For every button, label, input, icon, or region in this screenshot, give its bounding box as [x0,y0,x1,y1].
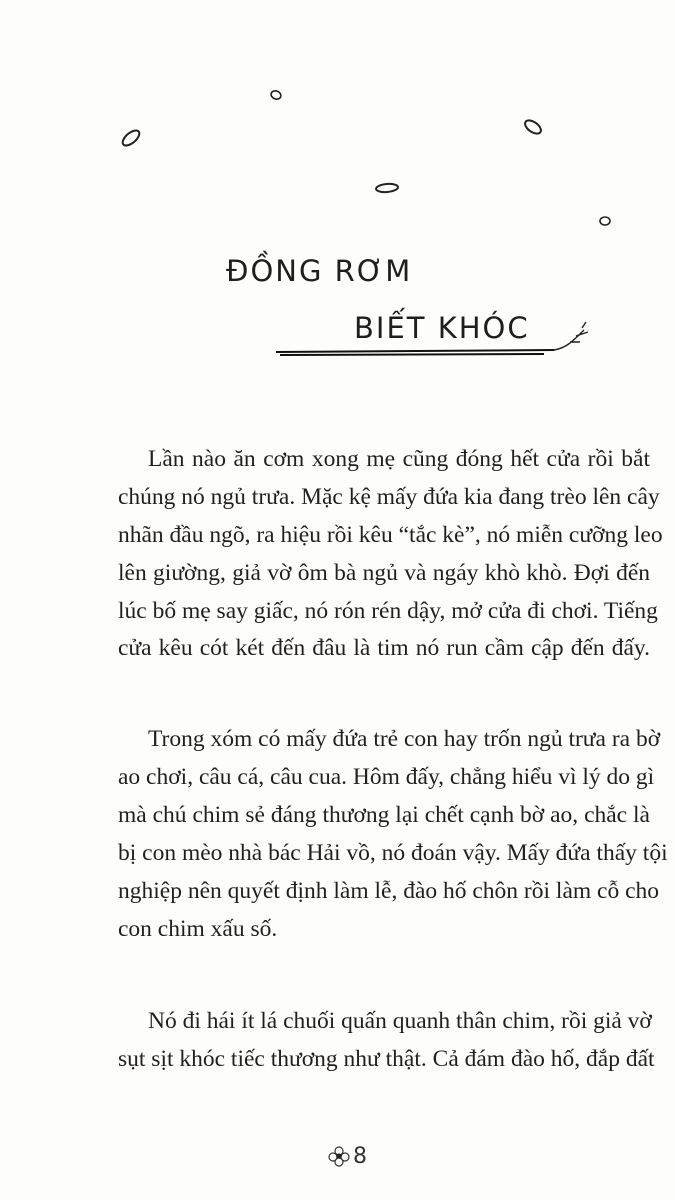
text-line: ao chơi, câu cá, câu cua. Hôm đấy, chẳng hiểu vì lý do gì [118,764,655,790]
text-line: lên giường, giả vờ ôm bà ngủ và ngáy khò khò. Đợi đến [118,560,650,586]
chapter-title-line-2: BIẾT KHÓC [354,311,530,345]
text-line: con chim xấu số. [118,916,278,942]
flower-icon [328,1145,350,1167]
title-underline-with-sprig [274,320,604,362]
leaf-icon [372,180,402,196]
text-line: sụt sịt khóc tiếc thương như thật. Cả đám đào hố, đắp đất [118,1046,655,1072]
text-line: lúc bố mẹ say giấc, nó rón rén dậy, mở cửa đi chơi. Tiếng [118,598,658,624]
text-line: nhãn đầu ngõ, ra hiệu rồi kêu “tắc kè”, nó miễn cưỡng leo [118,522,663,548]
leaf-icon [268,88,284,102]
text-line: Nó đi hái ít lá chuối quấn quanh thân chim, rồi giả vờ [148,1008,652,1034]
leaf-icon [116,126,146,150]
text-line: mà chú chim sẻ đáng thương lại chết cạnh bờ ao, chắc là [118,802,650,828]
page-number: 8 [353,1144,367,1169]
text-line: chúng nó ngủ trưa. Mặc kệ mấy đứa kia đang trèo lên cây [118,484,660,510]
text-line: cửa kêu cót két đến đâu là tim nó run cầm cập đến đấy. [118,635,650,661]
chapter-title-line-1: ĐỒNG RƠM [226,254,413,288]
leaf-icon [520,116,546,138]
text-line: nghiệp nên quyết định làm lễ, đào hố chôn rồi làm cỗ cho [118,878,660,904]
text-line: Trong xóm có mấy đứa trẻ con hay trốn ngủ trưa ra bờ [148,726,661,752]
text-line: Lần nào ăn cơm xong mẹ cũng đóng hết cửa rồi bắt [148,446,650,472]
text-line: bị con mèo nhà bác Hải vồ, nó đoán vậy. Mấy đứa thấy tội [118,840,668,866]
leaf-icon [597,214,613,228]
